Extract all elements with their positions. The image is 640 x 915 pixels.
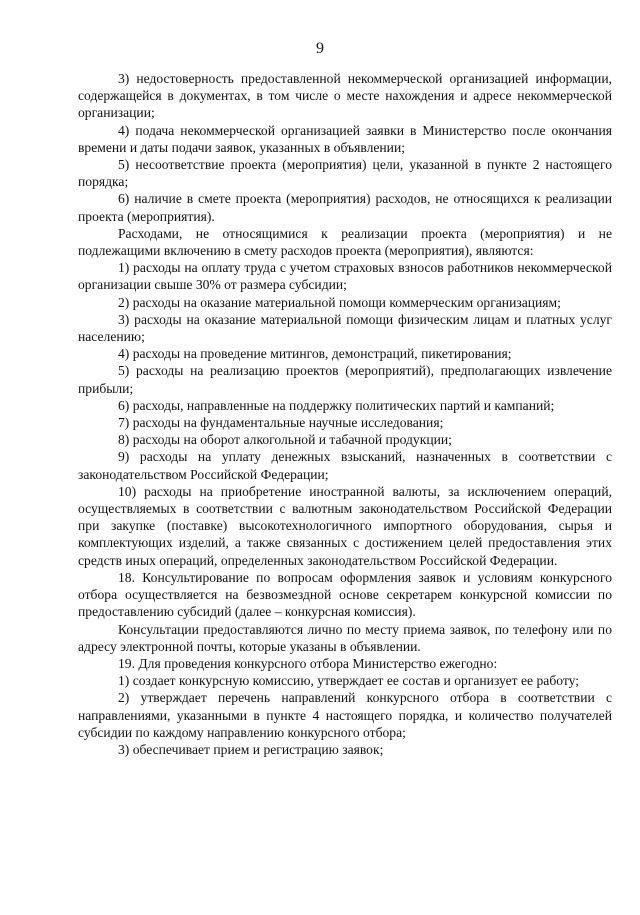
paragraph: 3) обеспечивает прием и регистрацию заявок;	[118, 741, 384, 757]
paragraph: 3) недостоверность предоставленной некоммерческой организацией информации, содержащейся в документах, в том числе о месте нахождения и адресе некоммерческой организации;	[78, 71, 612, 121]
document-body	[78, 70, 612, 758]
paragraph: 1) расходы на оплату труда с учетом страховых взносов работников некоммерческой организации свыше 30% от размера субсидии;	[78, 260, 612, 293]
paragraph: 4) расходы на проведение митингов, демонстраций, пикетирования;	[118, 346, 512, 362]
paragraph: 1) создает конкурсную комиссию, утверждает ее состав и организует ее работу;	[118, 673, 580, 689]
paragraph: 19. Для проведения конкурсного отбора Министерство ежегодно:	[118, 655, 498, 671]
paragraph: 9) расходы на уплату денежных взысканий, назначенных в соответствии с законодательством Российской Федерации;	[78, 449, 612, 482]
paragraph: 8) расходы на оборот алкогольной и табачной продукции;	[118, 432, 452, 448]
paragraph: 18. Консультирование по вопросам оформления заявок и условиям конкурсного отбора осуществляется на безвозмездной основе секретарем конкурсной комиссии по предоставлению субсидий (далее – конкурсная комиссия).	[78, 569, 612, 620]
paragraph: 10) расходы на приобретение иностранной валюты, за исключением операций, осуществляемых в соответствии с валютным законодательством Российской Федерации при закупке (поставке) высокотехнологичного импортного оборудования, сырья и комплектующих изделий, а также связанных с достижением целей предоставления этих средств иных операций, определенных законодательством Российской Федерации.	[78, 483, 612, 568]
paragraph: Консультации предоставляются лично по месту приема заявок, по телефону или по адресу электронной почты, которые указаны в объявлении.	[78, 621, 612, 654]
paragraph: 6) наличие в смете проекта (мероприятия) расходов, не относящихся к реализации проекта (мероприятия).	[78, 191, 612, 224]
paragraph: 7) расходы на фундаментальные научные исследования;	[118, 415, 444, 431]
paragraph: 2) утверждает перечень направлений конкурсного отбора в соответствии с направлениями, указанными в пункте 4 настоящего порядка, и количество получателей субсидии по каждому направлению конкурсного отбора;	[78, 690, 612, 740]
page-number: 9	[316, 40, 324, 57]
paragraph: 5) расходы на реализацию проектов (мероприятий), предполагающих извлечение прибыли;	[78, 363, 612, 396]
paragraph: 2) расходы на оказание материальной помощи коммерческим организациям;	[118, 294, 561, 310]
paragraph: 3) расходы на оказание материальной помощи физическим лицам и платных услуг населению;	[78, 311, 612, 345]
paragraph: 4) подача некоммерческой организацией заявки в Министерство после окончания времени и даты подачи заявок, указанных в объявлении;	[78, 122, 612, 155]
paragraph: Расходами, не относящимися к реализации проекта (мероприятия) и не подлежащими включению в смету расходов проекта (мероприятия), являются:	[78, 225, 612, 259]
paragraph: 6) расходы, направленные на поддержку политических партий и кампаний;	[118, 397, 555, 413]
paragraph: 5) несоответствие проекта (мероприятия) цели, указанной в пункте 2 настоящего порядка;	[78, 157, 612, 190]
